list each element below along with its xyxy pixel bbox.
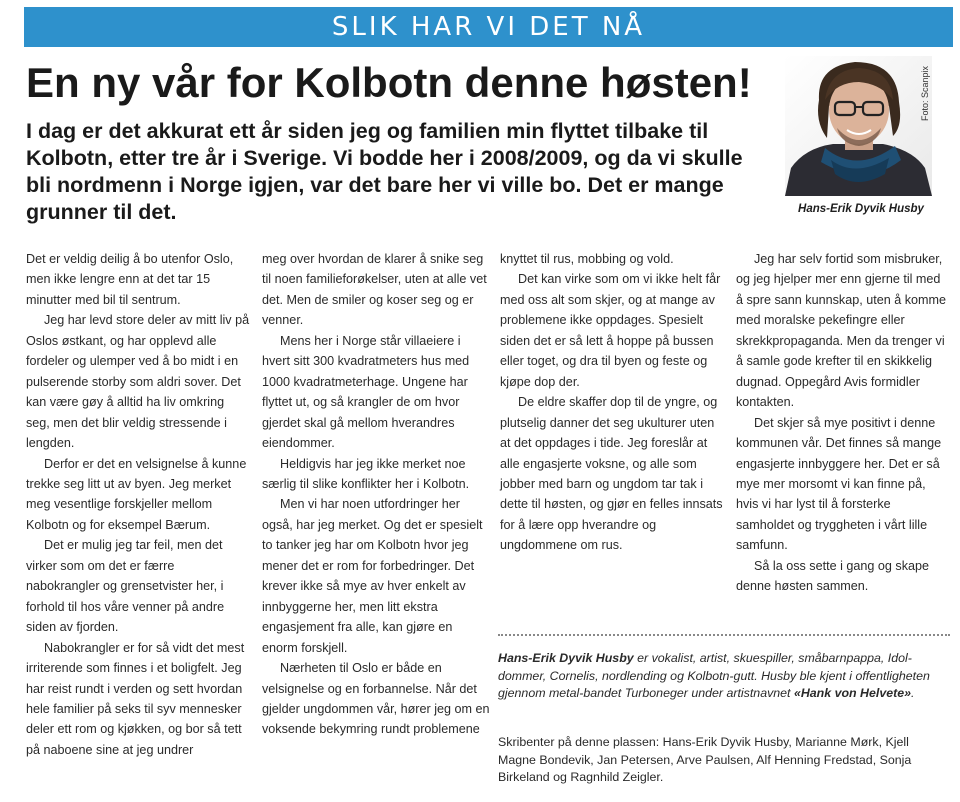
author-portrait-image (785, 56, 932, 196)
author-photo (785, 56, 932, 196)
lead-paragraph: I dag er det akkurat ett år siden jeg og familien min flyttet tilbake til Kolbotn, etter tre år i Sverige. Vi bodde her i 2008/2009, og da vi skulle bli nordmenn i Norge igjen, var det bare her vi ville bo. Det er mange grunner til det. (26, 119, 743, 224)
paragraph: Så la oss sette i gang og skape denne høsten sammen. (736, 558, 930, 594)
writers-list: Skribenter på denne plassen: Hans-Erik Dyvik Husby, Marianne Mørk, Kjell Magne Bondevik, Jan Petersen, Arve Paulsen, Alf Henning Fredstad, Sonja Birkeland og Ragnhild Zeigler. (498, 735, 912, 785)
bio-text: er vokalist, artist, skuespiller, småbarnpappa, Idol-dommer, Cornelis, nordlending og Kolbotn-gutt. Husby ble kjent i offentligheten gjennom metal-bandet Turboneger under artistnavnet (498, 651, 930, 701)
paragraph: Derfor er det en velsignelse å kunne trekke seg litt ut av byen. Jeg merket meg vesentlige forskjeller mellom Kolbotn og for eksempel Bærum. (26, 456, 247, 532)
article-column-1 (26, 249, 250, 760)
bio-end: . (911, 686, 915, 701)
paragraph: knyttet til rus, mobbing og vold. (500, 252, 674, 266)
paragraph: meg over hvordan de klarer å snike seg til noen familieforøkelser, uten at alle vet det. Men de smiler og koser seg og er venner. (262, 252, 487, 328)
headline: En ny vår for Kolbotn denne høsten! (26, 59, 752, 106)
paragraph: De eldre skaffer dop til de yngre, og plutselig danner det seg ukulturer uten at det oppdages i tide. Jeg foreslår at alle engasjerte voksne, og alle som jobber med barn og ungdom tar tak i dette til høsten, og gjør en felles innsats for å lære opp hverandre og ungdommene om rus. (500, 395, 723, 553)
paragraph: Heldigvis har jeg ikke merket noe særlig til slike konflikter her i Kolbotn. (262, 456, 470, 491)
photo-caption: Hans-Erik Dyvik Husby (798, 203, 924, 215)
paragraph: Men vi har noen utfordringer her også, har jeg merket. Og det er spesielt to tanker jeg har om Kolbotn hvor jeg mener det er rom for forbedringer. Det krever ikke så mye av hver enkelt av innbyggerne her, men litt ekstra engasjement fra alle, kan gjøre en enorm forskjell. (262, 497, 483, 655)
bio-name: Hans-Erik Dyvik Husby (498, 651, 634, 665)
paragraph: Det er veldig deilig å bo utenfor Oslo, men ikke lengre enn at det tar 15 minutter med bil til sentrum. (26, 252, 234, 307)
photo-credit: Foto: Scanpix (920, 66, 930, 122)
dotted-divider (498, 634, 950, 636)
paragraph: Nabokrangler er for så vidt det mest irriterende som finnes i et boligfelt. Jeg har reist rundt i verden og sett hvordan hele familier på seks til syv mennesker deler ett rom og kjøkken, og bor så tett på naboene sine at jeg undrer (26, 640, 245, 757)
bio-artist-name: «Hank von Helvete» (793, 686, 912, 701)
paragraph: Det kan virke som om vi ikke helt får med oss alt som skjer, og at mange av problemene ikke oppdages. Spesielt siden det er så lett å hoppe på bussen eller toget, og dra til byen og feste og kjøpe dop der. (500, 272, 721, 389)
paragraph: Jeg har levd store deler av mitt liv på Oslos østkant, og har opplevd alle fordeler og ulemper ved å bo midt i en pulserende storby som aldri sover. Det kan være gøy å alltid ha liv omkring seg, men det blir veldig stressende i lengden. (26, 313, 250, 451)
paragraph: Mens her i Norge står villaeiere i hvert sitt 300 kvadratmeters hus med 1000 kvadratmeterhage. Ungene har flyttet ut, og så krangler de om hvor gjerdet skal gå mellom hverandres eiendommer. (262, 333, 470, 451)
paragraph: Det er mulig jeg tar feil, men det virker som om det er færre nabokrangler og grensetvister her, i forhold til hos våre venner på andre siden av fjorden. (26, 538, 225, 635)
section-banner: SLIK HAR VI DET NÅ (24, 7, 953, 47)
paragraph: Nærheten til Oslo er både en velsignelse og en forbannelse. Når det gjelder ungdommen vår, hører jeg om en voksende bekymring rundt problemene (262, 661, 490, 737)
paragraph: Jeg har selv fortid som misbruker, og jeg hjelper mer enn gjerne til med å spre sann kunnskap, uten å komme med moralske pekefingre eller skrekkpropaganda. Men da trenger vi å samle gode krefter til en skikkelig dugnad. Oppegård Avis formidler kontakten. (736, 252, 947, 410)
article-column-3 (500, 249, 726, 556)
article-column-2 (262, 249, 490, 740)
article-column-4 (736, 249, 948, 597)
author-bio (498, 650, 950, 703)
paragraph: Det skjer så mye positivt i denne kommunen vår. Det finnes så mange engasjerte innbyggere her. Det er så mye mer morsomt vi kan finne på, hvis vi har lyst til å forsterke samholdet og tryggheten i vårt lille samfunn. (736, 415, 942, 553)
